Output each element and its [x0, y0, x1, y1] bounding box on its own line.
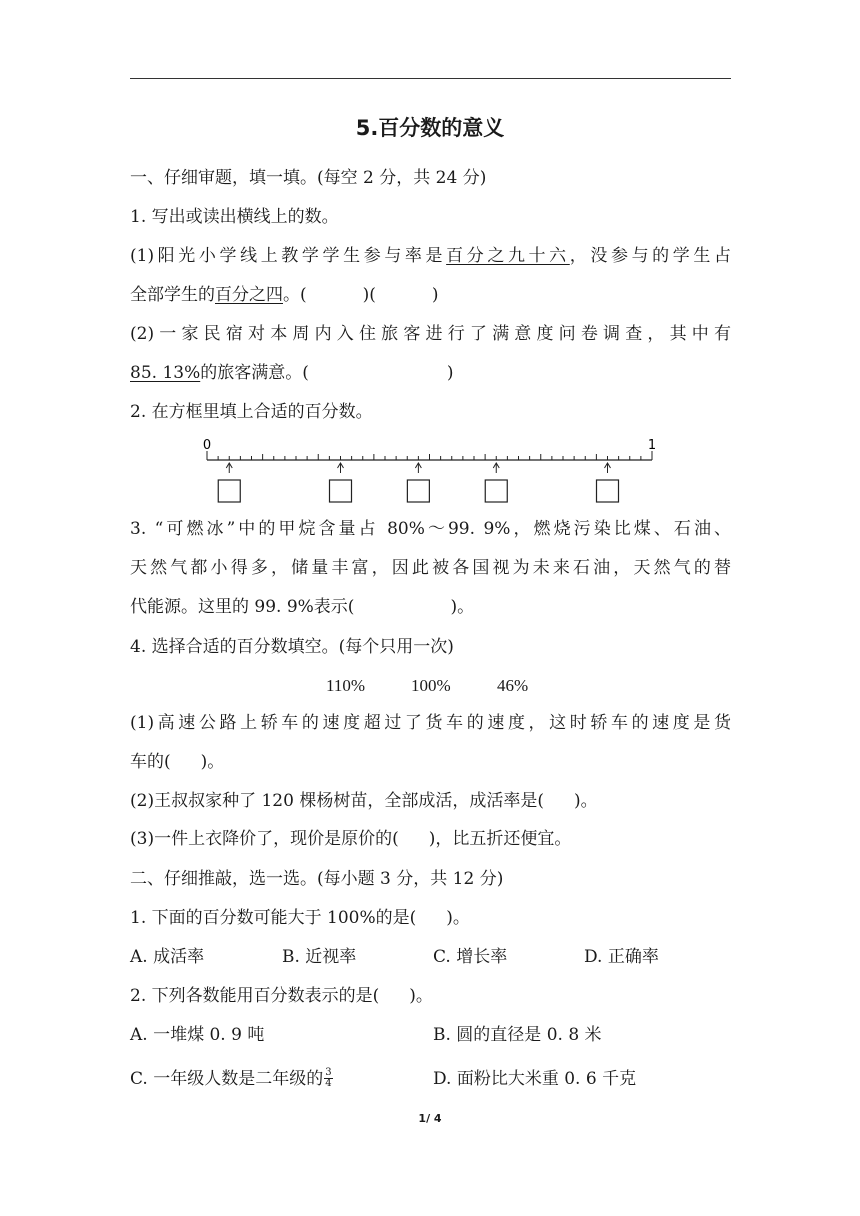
- q3-line3: [130, 594, 731, 620]
- q1-stem: 1. 写出或读出横线上的数。: [130, 207, 339, 227]
- number-line-end-label: 1: [647, 438, 657, 453]
- number-line-ticks: [207, 451, 652, 460]
- section1-heading: 一、仔细审题，填一填。(每空 2 分，共 24 分): [130, 168, 487, 188]
- q2-stem: 2. 在方框里填上合适的百分数。: [130, 402, 373, 422]
- q3-line2: 天然气都小得多，储量丰富，因此被各国视为未来石油，天然气的替: [130, 558, 731, 578]
- answer-box[interactable]: [597, 480, 619, 502]
- underlined-number: 百分之四: [215, 285, 283, 305]
- s2-q1-option-c[interactable]: C. 增长率: [433, 947, 508, 967]
- answer-box[interactable]: [330, 480, 352, 502]
- text: ): [446, 363, 454, 383]
- q4-part2: [130, 788, 731, 814]
- q1-part2-line1: (2)一家民宿对本周内入住旅客进行了满意度问卷调查，其中有: [130, 324, 731, 344]
- fraction-denominator: 4: [325, 1078, 332, 1089]
- text: )。: [573, 791, 598, 811]
- number-line-figure: [190, 432, 670, 512]
- s2-q1-option-a[interactable]: A. 成活率: [130, 947, 205, 967]
- choice-1: 110%: [326, 676, 366, 695]
- s2-q1-stem: [130, 905, 731, 931]
- page-number: 1/ 4: [418, 1112, 442, 1125]
- q4-stem: 4. 选择合适的百分数填空。(每个只用一次): [130, 637, 454, 657]
- q1-part1-line1: [130, 243, 731, 269]
- choice-2: 100%: [411, 676, 451, 695]
- answer-box[interactable]: [218, 480, 240, 502]
- text: 的旅客满意。(: [200, 363, 309, 383]
- text: )。: [409, 986, 433, 1006]
- s2-q2-option-c[interactable]: [130, 1066, 333, 1092]
- underlined-number: 85. 13%: [130, 363, 201, 383]
- s2-q2-option-a[interactable]: A. 一堆煤 0. 9 吨: [130, 1025, 265, 1045]
- fraction: [324, 1068, 332, 1089]
- q1-part2-line2: [130, 360, 731, 386]
- header-rule: [130, 78, 731, 79]
- q4-part3: [130, 826, 731, 852]
- fraction-numerator: 3: [325, 1067, 332, 1078]
- text: (1)阳光小学线上教学学生参与率是: [130, 246, 447, 266]
- text: )(: [362, 285, 376, 305]
- s2-q1-option-b[interactable]: B. 近视率: [282, 947, 357, 967]
- answer-box[interactable]: [407, 480, 429, 502]
- s2-q2-option-d[interactable]: D. 面粉比大米重 0. 6 千克: [433, 1069, 637, 1089]
- text: 车的(: [130, 752, 171, 772]
- text: )，比五折还便宜。: [428, 829, 572, 849]
- q1-part1-line2: [130, 282, 731, 308]
- q4-part1-line2: [130, 749, 731, 775]
- text: 全部学生的: [130, 285, 215, 305]
- text: 2. 下列各数能用百分数表示的是(: [130, 986, 380, 1006]
- choice-3: 46%: [497, 676, 529, 695]
- page-title: 5.百分数的意义: [355, 116, 505, 140]
- text: )。: [200, 752, 225, 772]
- number-line-start-label: 0: [202, 438, 212, 453]
- s2-q2-option-b[interactable]: B. 圆的直径是 0. 8 米: [433, 1025, 602, 1045]
- text: ): [431, 285, 439, 305]
- number-line-arrows: [218, 463, 618, 502]
- text: ，没参与的学生占: [569, 246, 731, 266]
- text: (2)王叔叔家种了 120 棵杨树苗，全部成活，成活率是(: [130, 791, 544, 811]
- answer-box[interactable]: [485, 480, 507, 502]
- text: )。: [450, 597, 475, 617]
- text: 1. 下面的百分数可能大于 100%的是(: [130, 908, 417, 928]
- s2-q1-option-d[interactable]: D. 正确率: [584, 947, 659, 967]
- text: 代能源。这里的 99. 9%表示(: [130, 597, 355, 617]
- underlined-number: 百分之九十六: [446, 246, 570, 266]
- q4-part1-line1: (1)高速公路上轿车的速度超过了货车的速度，这时轿车的速度是货: [130, 713, 731, 733]
- s2-q2-stem: [130, 983, 731, 1009]
- text: 。(: [283, 285, 307, 305]
- text: (3)一件上衣降价了，现价是原价的(: [130, 829, 399, 849]
- section2-heading: 二、仔细推敲，选一选。(每小题 3 分，共 12 分): [130, 869, 504, 889]
- q3-line1: 3. “可燃冰”中的甲烷含量占 80%～99. 9%，燃烧污染比煤、石油、: [130, 519, 731, 539]
- text: C. 一年级人数是二年级的: [130, 1069, 324, 1089]
- text: )。: [446, 908, 470, 928]
